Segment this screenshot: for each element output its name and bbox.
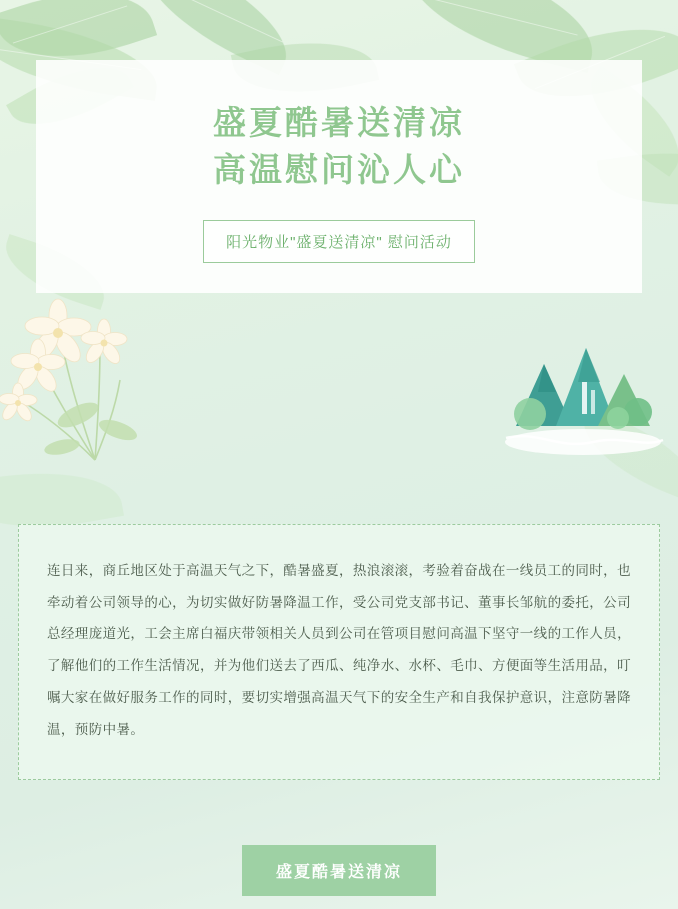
leaf-icon — [570, 407, 678, 502]
article-body-card — [18, 524, 660, 780]
footer-cta-button[interactable]: 盛夏酷暑送清凉 — [242, 845, 436, 896]
page-title — [36, 60, 642, 194]
header-card — [36, 60, 642, 293]
subtitle-container — [36, 220, 642, 263]
footer — [0, 845, 678, 896]
leaf-vein — [147, 0, 283, 43]
subtitle-badge: 阳光物业"盛夏送清凉" 慰问活动 — [203, 220, 475, 263]
mountain-illustration — [498, 330, 668, 460]
title-line-2: 高温慰问沁人心 — [213, 150, 465, 188]
title-line-1: 盛夏酷暑送清凉 — [213, 104, 465, 141]
leaf-vein — [412, 0, 577, 36]
article-body-text: 连日来，商丘地区处于高温天气之下，酷暑盛夏，热浪滚滚，考验着奋战在一线员工的同时，也牵动着公司领导的心，为切实做好防暑降温工作，受公司党支部书记、董事长邹航的委托，公司总经理庞道光，工会主席白福庆带领相关人员到公司在管项目慰问高温下坚守一线的工作人员，了解他们的工作生活情况，并为他们送去了西瓜、纯净水、水杯、毛巾、方便面等生活用品，叮嘱大家在做好服务工作的同时，要切实增强高温天气下的安全生产和自我保护意识，注意防暑降温，预防中暑。 — [47, 563, 631, 737]
leaf-vein — [13, 5, 127, 43]
